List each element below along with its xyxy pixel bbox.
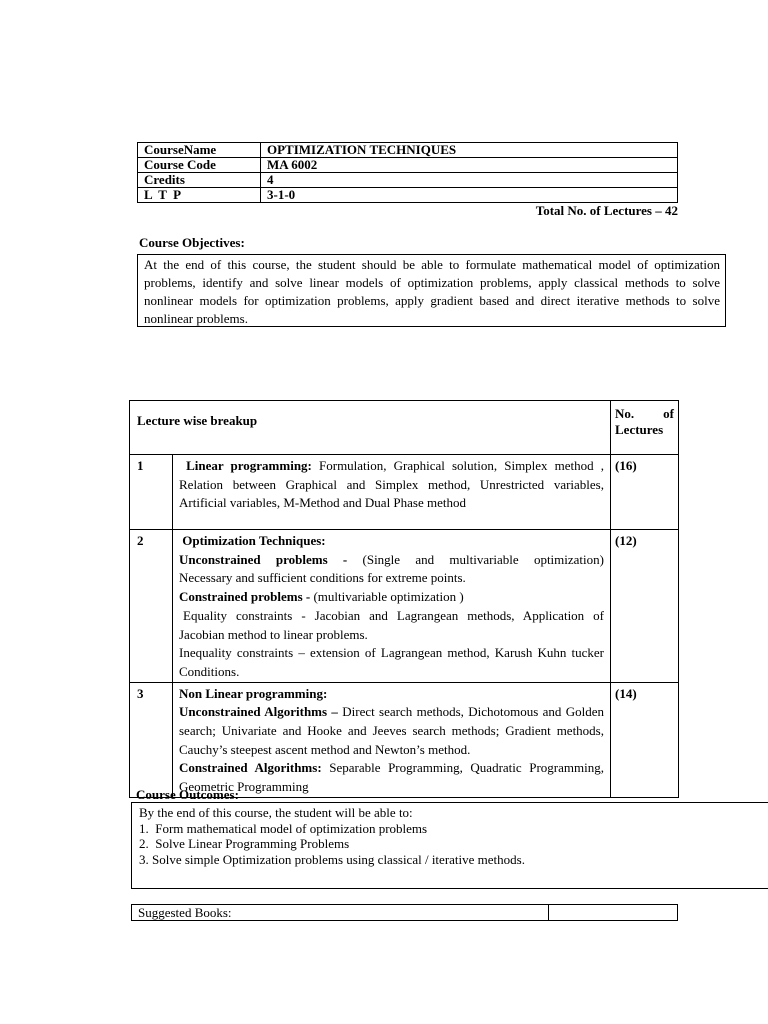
outcome-item: 1. Form mathematical model of optimization problems xyxy=(139,820,428,836)
credits-row xyxy=(138,173,678,188)
course-code-row xyxy=(138,158,678,173)
course-name-value: OPTIMIZATION TECHNIQUES xyxy=(261,143,678,158)
lecture-header-count-3: Lectures xyxy=(615,422,664,437)
unit-topic xyxy=(173,530,611,683)
table-row xyxy=(130,530,679,683)
outcome-item: 3. Solve simple Optimization problems using classical / iterative methods. xyxy=(139,851,525,867)
outcomes-box xyxy=(131,802,768,889)
ltp-row xyxy=(138,188,678,203)
course-code-label: Course Code xyxy=(138,158,261,173)
total-lectures: Total No. of Lectures – 42 xyxy=(535,203,678,218)
suggested-books-empty-cell xyxy=(549,905,678,921)
outcome-item: 2. Solve Linear Programming Problems xyxy=(139,836,350,851)
unit-lecture-count: (14) xyxy=(611,682,679,797)
unconstrained-algorithms-title: Unconstrained Algorithms – xyxy=(179,704,338,720)
course-code-value: MA 6002 xyxy=(261,158,678,173)
suggested-books-table xyxy=(131,904,678,921)
ltp-label: L T P xyxy=(138,188,261,203)
constrained-title: Constrained problems - xyxy=(179,589,314,605)
table-row xyxy=(130,455,679,530)
outcomes-heading: Course Outcomes: xyxy=(136,787,239,802)
unit-lecture-count: (16) xyxy=(611,455,679,530)
conditions-text: Necessary and sufficient conditions for extreme points. xyxy=(179,570,466,586)
course-name-label: CourseName xyxy=(138,143,261,158)
suggested-books-label: Suggested Books: xyxy=(132,905,549,921)
inequality-text: Inequality constraints – extension of Lagrangean method, Karush Kuhn tucker Conditions. xyxy=(179,645,604,679)
constrained-algorithms-title: Constrained Algorithms: xyxy=(179,760,322,776)
course-info-table xyxy=(137,142,678,203)
unit-topic xyxy=(173,682,611,797)
unit-text: Formulation, Graphical solution, Simplex method , Relation between Graphical and Simplex method, Unrestricted variables, Artificial variables, M-Method and Dual Phase method xyxy=(179,458,605,511)
lecture-table-header xyxy=(130,401,679,455)
unit-number: 3 xyxy=(130,682,173,797)
credits-value: 4 xyxy=(261,173,678,188)
unit-lecture-count: (12) xyxy=(611,530,679,683)
unconstrained-text: (Single and multivariable optimization) xyxy=(362,551,604,567)
lecture-header-count-2: of xyxy=(663,406,674,421)
unit-number: 1 xyxy=(130,455,173,530)
unit-title: Non Linear programming: xyxy=(179,685,328,701)
lecture-header-count-1: No. xyxy=(615,406,635,421)
lecture-table xyxy=(129,400,679,798)
unconstrained-title: Unconstrained problems - xyxy=(179,551,363,567)
objectives-text: At the end of this course, the student should be able to formulate mathematical model of optimization problems, identify and solve linear models of optimization problems, apply classical methods to solve nonlinear models for optimization problems, apply gradient based and direct iterative methods to solve nonlinear problems. xyxy=(137,254,726,327)
lecture-header-count xyxy=(611,401,679,455)
constrained-text: (multivariable optimization ) xyxy=(313,589,464,605)
unconstrained-algorithms-text: Direct search methods, Dichotomous and Golden search; Univariate and Hooke and Jeeves search methods; Gradient methods, Cauchy’s steepest ascent method and Newton’s method. xyxy=(179,704,604,757)
table-row xyxy=(132,905,678,921)
objectives-heading: Course Objectives: xyxy=(139,235,245,250)
unit-topic xyxy=(173,455,611,530)
table-row xyxy=(130,682,679,797)
lecture-header-title: Lecture wise breakup xyxy=(130,401,611,455)
unit-title: Optimization Techniques: xyxy=(182,533,326,548)
equality-text: Equality constraints - Jacobian and Lagrangean methods, Application of Jacobian method to linear problems. xyxy=(179,607,604,642)
constrained-algorithms-text: Separable Programming, Quadratic Programming, Geometric Programming xyxy=(179,760,604,795)
outcomes-intro: By the end of this course, the student will be able to: xyxy=(139,805,413,820)
unit-title: Linear programming: xyxy=(186,458,312,473)
course-name-row xyxy=(138,143,678,158)
credits-label: Credits xyxy=(138,173,261,188)
ltp-value: 3-1-0 xyxy=(261,188,678,203)
unit-number: 2 xyxy=(130,530,173,683)
